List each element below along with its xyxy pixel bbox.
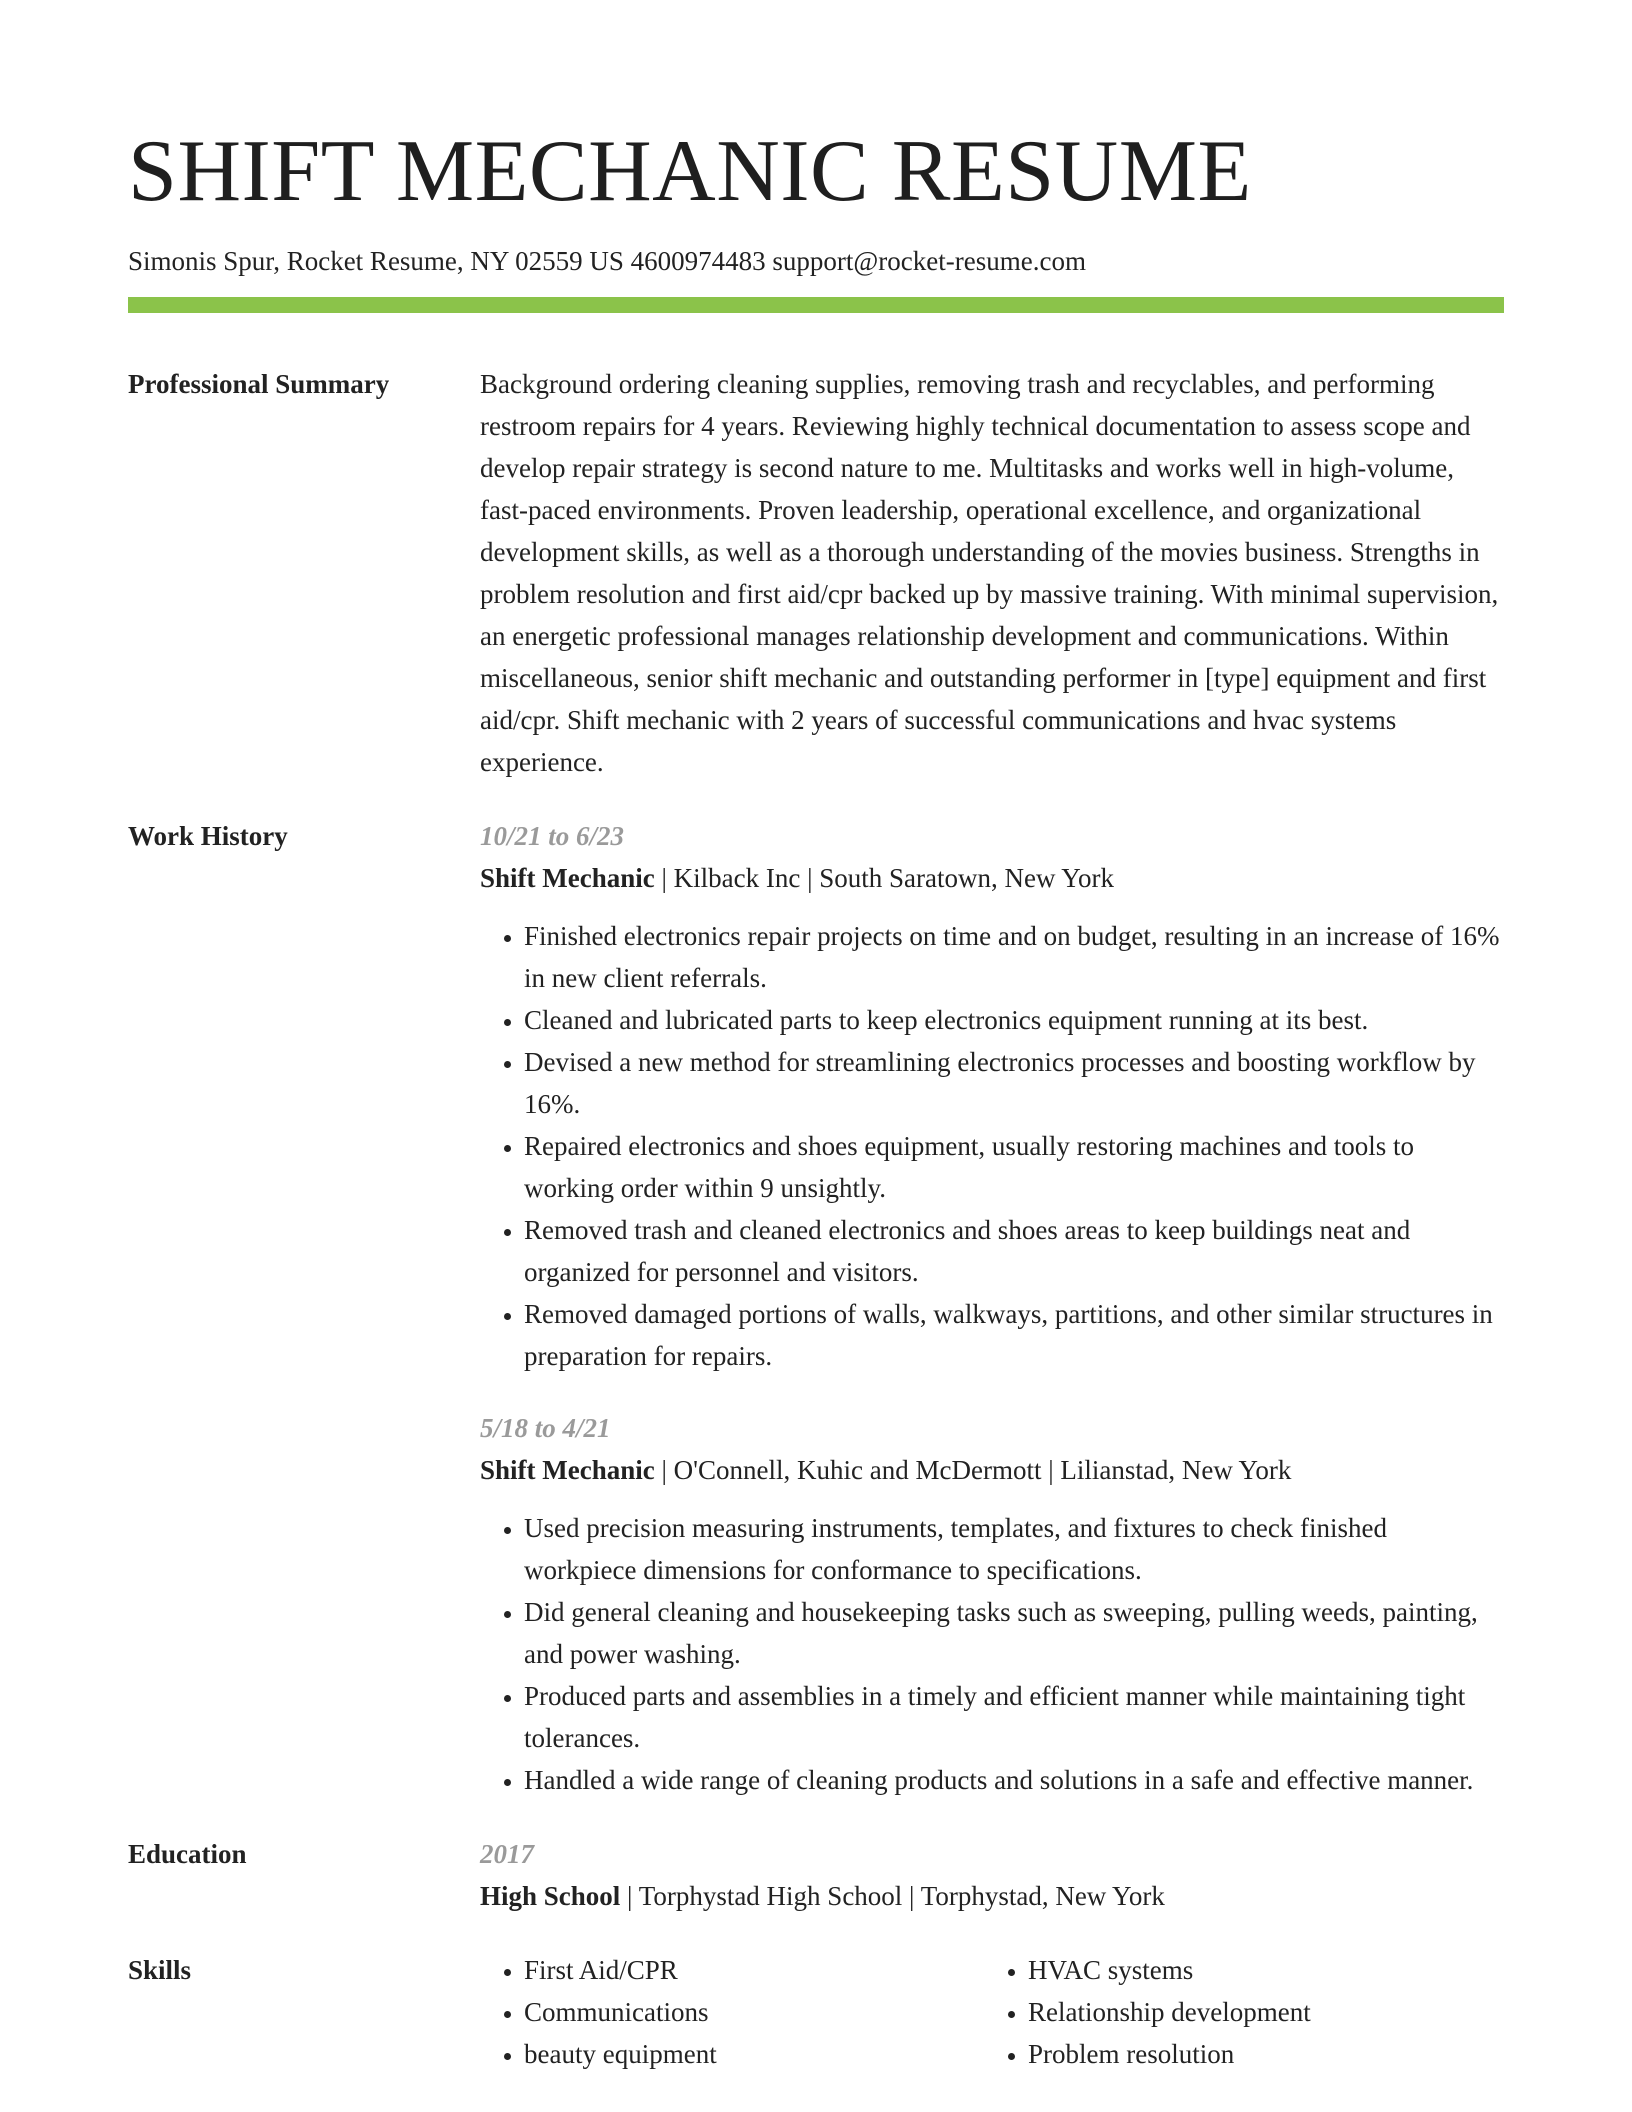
education-section: [128, 1833, 1504, 1917]
job-details: | Kilback Inc | South Saratown, New York: [654, 863, 1115, 893]
job-bullet: • Cleaned and lubricated parts to keep electronics equipment running at its best.: [524, 999, 1504, 1041]
job-bullet: • Removed trash and cleaned electronics and shoes areas to keep buildings neat and organized for personnel and visitors.: [524, 1209, 1504, 1293]
skills-body: [480, 1949, 1504, 2075]
job-heading: [480, 857, 1504, 899]
skills-column-left: [480, 1949, 984, 2075]
summary-section: [128, 363, 1504, 783]
skill-item: • First Aid/CPR: [524, 1949, 984, 1991]
job-bullet: • Produced parts and assemblies in a timely and efficient manner while maintaining tight tolerances.: [524, 1675, 1504, 1759]
skill-item: • Communications: [524, 1991, 984, 2033]
skills-label: Skills: [128, 1955, 192, 1985]
job-bullet: • Devised a new method for streamlining electronics processes and boosting workflow by 16%.: [524, 1041, 1504, 1125]
job-title: Shift Mechanic: [480, 863, 655, 893]
job-bullet: • Used precision measuring instruments, templates, and fixtures to check finished workpiece dimensions for conformance to specifications.: [524, 1507, 1504, 1591]
job-bullet: • Handled a wide range of cleaning products and solutions in a safe and effective manner.: [524, 1759, 1504, 1801]
skill-item: • beauty equipment: [524, 2033, 984, 2075]
job-bullet: • Finished electronics repair projects on time and on budget, resulting in an increase of 16% in new client referrals.: [524, 915, 1504, 999]
summary-body: [480, 363, 1504, 783]
skills-section: [128, 1949, 1504, 2075]
work-history-label: Work History: [128, 821, 288, 851]
education-body: [480, 1833, 1504, 1917]
job-bullet: • Removed damaged portions of walls, walkways, partitions, and other similar structures in preparation for repairs.: [524, 1293, 1504, 1377]
job-bullet: • Did general cleaning and housekeeping tasks such as sweeping, pulling weeds, painting, and power washing.: [524, 1591, 1504, 1675]
job-dates: 10/21 to 6/23: [480, 821, 625, 851]
education-date: 2017: [480, 1839, 534, 1869]
skills-grid: [480, 1949, 1504, 2075]
resume-title: SHIFT MECHANIC RESUME: [128, 123, 1252, 220]
work-history-section: [128, 815, 1504, 1801]
skills-column-right: [984, 1949, 1488, 2075]
job-entry: [480, 815, 1504, 1377]
work-history-body: [480, 815, 1504, 1801]
summary-text: Background ordering cleaning supplies, removing trash and recyclables, and performing restroom repairs for 4 years. Reviewing highly technical documentation to assess scope and develop repair strategy is second nature to me. Multitasks and works well in high-volume, fast-paced environments. Proven leadership, operational excellence, and organizational development skills, as well as a thorough understanding of the movies business. Strengths in problem resolution and first aid/cpr backed up by massive training. With minimal supervision, an energetic professional manages relationship development and communications. Within miscellaneous, senior shift mechanic and outstanding performer in [type] equipment and first aid/cpr. Shift mechanic with 2 years of successful communications and hvac systems experience.: [480, 369, 1499, 777]
resume-page: [128, 0, 1504, 2075]
job-details: | O'Connell, Kuhic and McDermott | Lilianstad, New York: [654, 1455, 1292, 1485]
education-details: | Torphystad High School | Torphystad, New York: [620, 1881, 1165, 1911]
education-label: Education: [128, 1839, 247, 1869]
job-entry: [480, 1407, 1504, 1801]
job-bullets: [480, 915, 1504, 1377]
job-bullet: • Repaired electronics and shoes equipment, usually restoring machines and tools to working order within 9 unsightly.: [524, 1125, 1504, 1209]
summary-label: Professional Summary: [128, 369, 390, 399]
job-dates: 5/18 to 4/21: [480, 1413, 611, 1443]
skill-item: • Relationship development: [1028, 1991, 1488, 2033]
contact-line: Simonis Spur, Rocket Resume, NY 02559 US 4600974483 support@rocket-resume.com: [128, 246, 1086, 276]
skill-item: • HVAC systems: [1028, 1949, 1488, 1991]
job-heading: [480, 1449, 1504, 1491]
job-title: Shift Mechanic: [480, 1455, 655, 1485]
skill-item: • Problem resolution: [1028, 2033, 1488, 2075]
job-bullets: [480, 1507, 1504, 1801]
education-degree: High School: [480, 1881, 621, 1911]
accent-divider: [128, 297, 1504, 313]
education-heading: [480, 1875, 1504, 1917]
